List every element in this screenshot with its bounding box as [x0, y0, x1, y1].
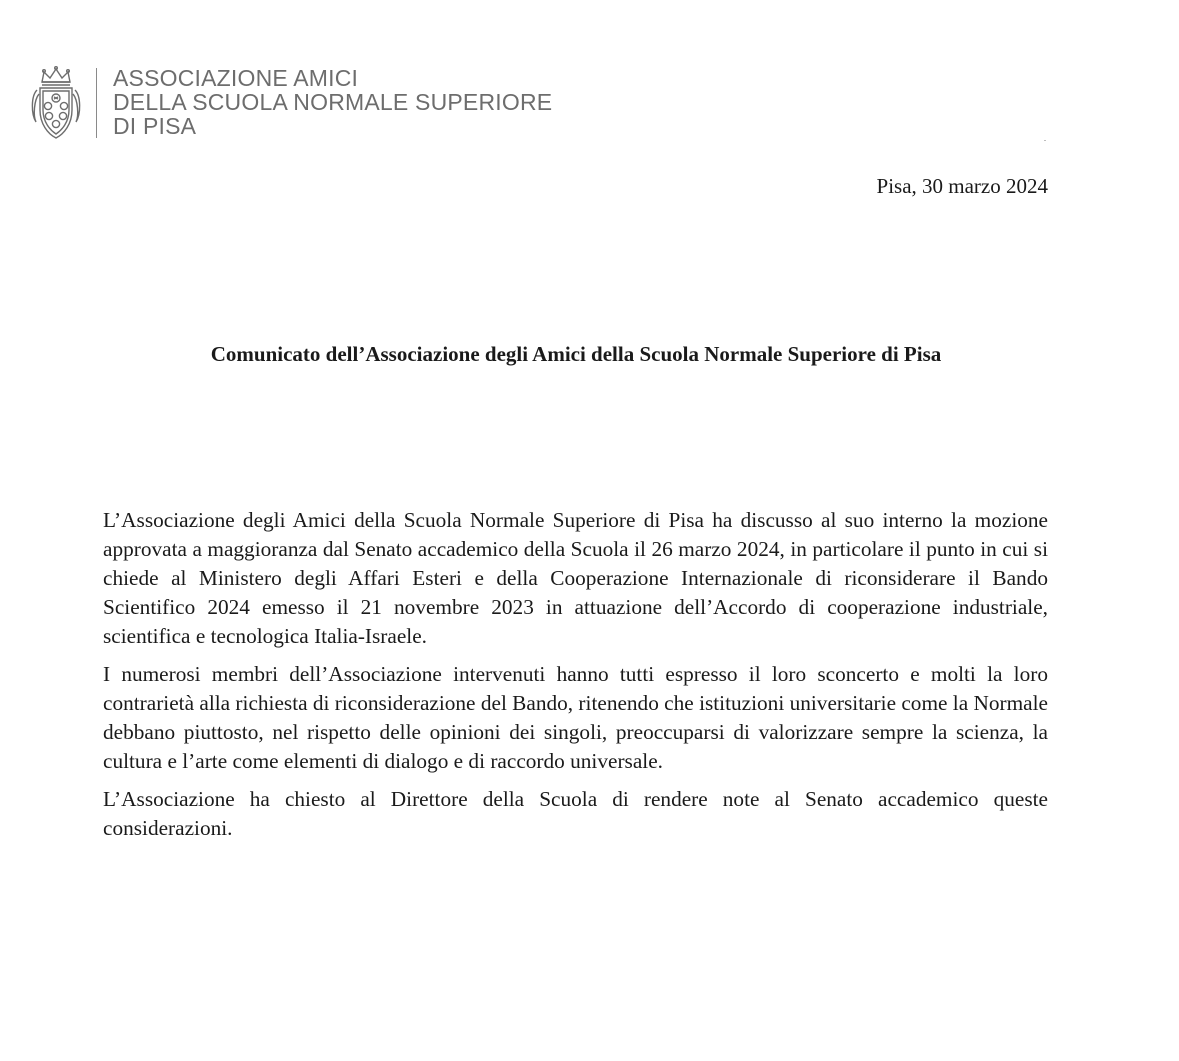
- org-name-line-2: DELLA SCUOLA NORMALE SUPERIORE: [113, 89, 553, 115]
- org-name-line-3: DI PISA: [113, 113, 197, 139]
- coat-of-arms-icon: [28, 64, 84, 142]
- document-title: Comunicato dell’Associazione degli Amici della Scuola Normale Superiore di Pisa: [210, 342, 942, 366]
- org-name-line-1: ASSOCIAZIONE AMICI: [113, 65, 359, 91]
- paragraph-3: L’Associazione ha chiesto al Direttore della Scuola di rendere note al Senato accademico queste considerazioni.: [103, 787, 1048, 840]
- document-date: Pisa, 30 marzo 2024: [876, 174, 1048, 198]
- document-body: [103, 506, 1048, 852]
- paragraph-2: I numerosi membri dell’Associazione intervenuti hanno tutti espresso il loro sconcerto e molti la loro contrarietà alla richiesta di riconsiderazione del Bando, ritenendo che istituzioni universitarie come la Normale debbano piuttosto, nel rispetto delle opinioni dei singoli, preoccuparsi di valorizzare sempre la scienza, la cultura e l’arte come elementi di dialogo e di raccordo universale.: [103, 662, 1048, 773]
- paragraph-1: L’Associazione degli Amici della Scuola Normale Superiore di Pisa ha discusso al suo interno la mozione approvata a maggioranza dal Senato accademico della Scuola il 26 marzo 2024, in particolare il punto in cui si chiede al Ministero degli Affari Esteri e della Cooperazione Internazionale di riconsiderare il Bando Scientifico 2024 emesso il 21 novembre 2023 in attuazione dell’Accordo di cooperazione industriale, scientifica e tecnologica Italia-Israele.: [103, 508, 1048, 648]
- scan-dot: [1044, 140, 1046, 141]
- letterhead-divider: [96, 68, 97, 138]
- letterhead: [28, 64, 552, 142]
- organization-name: [113, 64, 552, 138]
